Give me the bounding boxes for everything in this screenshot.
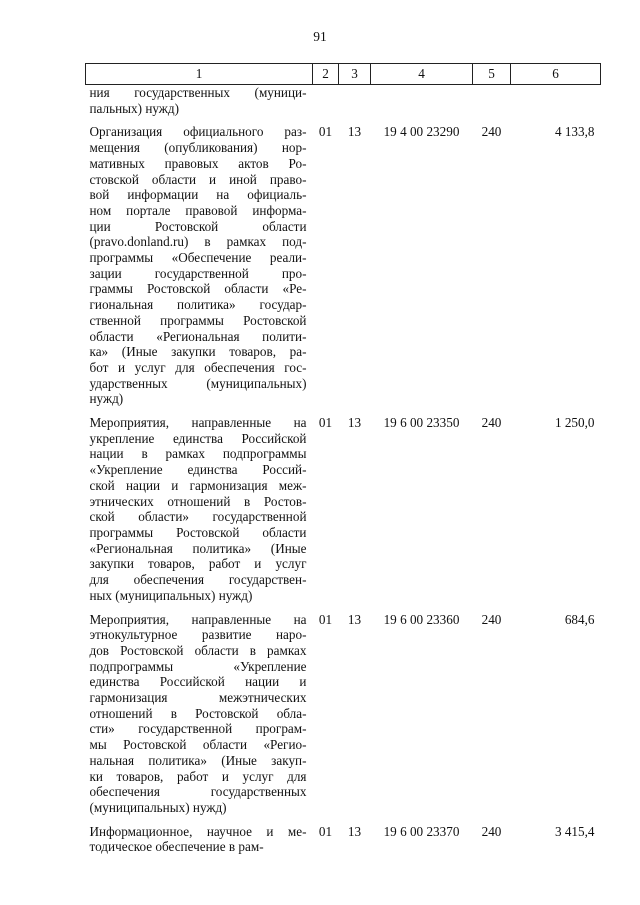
table-row xyxy=(86,85,601,117)
header-col-4: 4 xyxy=(371,64,473,85)
page-number: 91 xyxy=(313,29,327,44)
description-line: закупки товаров, работ и услуг xyxy=(89,556,307,572)
description-line: «Укрепление единства Россий- xyxy=(89,462,307,478)
description-line: мещения (опубликования) нор- xyxy=(89,140,307,156)
description-line: сти» государственной програм- xyxy=(89,721,307,737)
description-line: зации государственной про- xyxy=(89,265,307,281)
subsection-code: 13 xyxy=(347,611,362,627)
description-line: гармонизация межэтнических xyxy=(89,690,307,706)
subsection-code: 13 xyxy=(347,415,362,431)
description-line: ции Ростовской области xyxy=(89,218,307,234)
description-line: нужд) xyxy=(89,391,124,407)
description-line: ном портале правовой информа- xyxy=(89,202,307,218)
table-row xyxy=(86,124,601,407)
description-line: мативных правовых актов Ро- xyxy=(89,155,307,171)
description-line: дов Ростовской области в рамках xyxy=(89,642,307,658)
expense-description xyxy=(86,124,313,407)
description-line: Организация официального раз- xyxy=(89,124,307,140)
section-code: 01 xyxy=(318,415,333,431)
target-article-code: 19 6 00 23370 xyxy=(383,823,460,839)
expense-type-code xyxy=(473,85,511,117)
description-line: стовской области и иной право- xyxy=(89,171,307,187)
description-line: отношений в Ростовской обла- xyxy=(89,705,307,721)
description-line: единства Российской нации и xyxy=(89,674,307,690)
header-col-3: 3 xyxy=(339,64,371,85)
description-line: пальных) нужд) xyxy=(89,100,180,116)
section-code xyxy=(313,85,339,117)
description-line: Информационное, научное и ме- xyxy=(89,823,307,839)
expense-type-code: 240 xyxy=(481,415,502,431)
section-code: 01 xyxy=(318,124,333,140)
subsection-code xyxy=(339,85,371,117)
header-col-2: 2 xyxy=(313,64,339,85)
description-line: граммы Ростовской области «Ре- xyxy=(89,281,307,297)
expense-description xyxy=(86,612,313,816)
expense-type-code: 240 xyxy=(481,823,502,839)
target-article-code: 19 6 00 23360 xyxy=(383,611,460,627)
expense-description xyxy=(86,824,313,855)
description-line: ка» (Иные закупки товаров, ра- xyxy=(89,344,307,360)
description-line: ской области» государственной xyxy=(89,509,307,525)
row-spacer xyxy=(86,604,601,612)
description-line: «Региональная политика» (Иные xyxy=(89,540,307,556)
description-line: ки товаров, работ и услуг для xyxy=(89,768,307,784)
description-line: для обеспечения государствен- xyxy=(89,572,307,588)
description-line: бот и услуг для обеспечения гос- xyxy=(89,359,307,375)
description-line: (муниципальных) нужд) xyxy=(89,799,227,815)
table-row xyxy=(86,415,601,603)
section-code: 01 xyxy=(318,823,333,839)
amount-value: 1 250,0 xyxy=(554,415,595,431)
amount-value: 684,6 xyxy=(564,611,595,627)
header-col-1: 1 xyxy=(86,64,313,85)
description-line: нальная политика» (Иные закуп- xyxy=(89,752,307,768)
description-line: ударственных (муниципальных) xyxy=(89,375,307,391)
description-line: Мероприятия, направленные на xyxy=(89,611,307,627)
table-header xyxy=(86,64,601,85)
expense-type-code: 240 xyxy=(481,611,502,627)
amount-value: 3 415,4 xyxy=(554,823,595,839)
table-body xyxy=(86,85,601,856)
expense-description xyxy=(86,415,313,603)
description-line: программы Ростовской области xyxy=(89,524,307,540)
expense-type-code: 240 xyxy=(481,124,502,140)
description-line: подпрограммы «Укрепление xyxy=(89,658,307,674)
description-line: мы Ростовской области «Регио- xyxy=(89,737,307,753)
target-article-code xyxy=(371,85,473,117)
header-col-5: 5 xyxy=(473,64,511,85)
row-spacer xyxy=(86,407,601,415)
description-line: этнокультурное развитие наро- xyxy=(89,627,307,643)
row-spacer xyxy=(86,116,601,124)
description-line: (pravo.donland.ru) в рамках под- xyxy=(89,234,307,250)
amount-value xyxy=(511,85,601,117)
description-line: ственной программы Ростовской xyxy=(89,312,307,328)
subsection-code: 13 xyxy=(347,823,362,839)
description-line: ния государственных (муници- xyxy=(89,85,307,100)
expense-description xyxy=(86,85,313,117)
table-row xyxy=(86,824,601,855)
description-line: тодическое обеспечение в рам- xyxy=(89,839,264,855)
target-article-code: 19 4 00 23290 xyxy=(383,124,460,140)
amount-value: 4 133,8 xyxy=(554,124,595,140)
description-line: обеспечения государственных xyxy=(89,784,307,800)
section-code: 01 xyxy=(318,611,333,627)
description-line: укрепление единства Российской xyxy=(89,430,307,446)
header-col-6: 6 xyxy=(511,64,601,85)
description-line: ской нации и гармонизация меж- xyxy=(89,477,307,493)
description-line: нации в рамках подпрограммы xyxy=(89,446,307,462)
description-line: области «Региональная полити- xyxy=(89,328,307,344)
description-line: ных (муниципальных) нужд) xyxy=(89,587,253,603)
row-spacer xyxy=(86,816,601,824)
table-row xyxy=(86,612,601,816)
description-line: программы «Обеспечение реали- xyxy=(89,250,307,266)
target-article-code: 19 6 00 23350 xyxy=(383,415,460,431)
description-line: этнических отношений в Ростов- xyxy=(89,493,307,509)
description-line: вой информации на официаль- xyxy=(89,187,307,203)
description-line: Мероприятия, направленные на xyxy=(89,415,307,431)
budget-table xyxy=(85,63,601,855)
description-line: гиональная политика» государ- xyxy=(89,297,307,313)
subsection-code: 13 xyxy=(347,124,362,140)
